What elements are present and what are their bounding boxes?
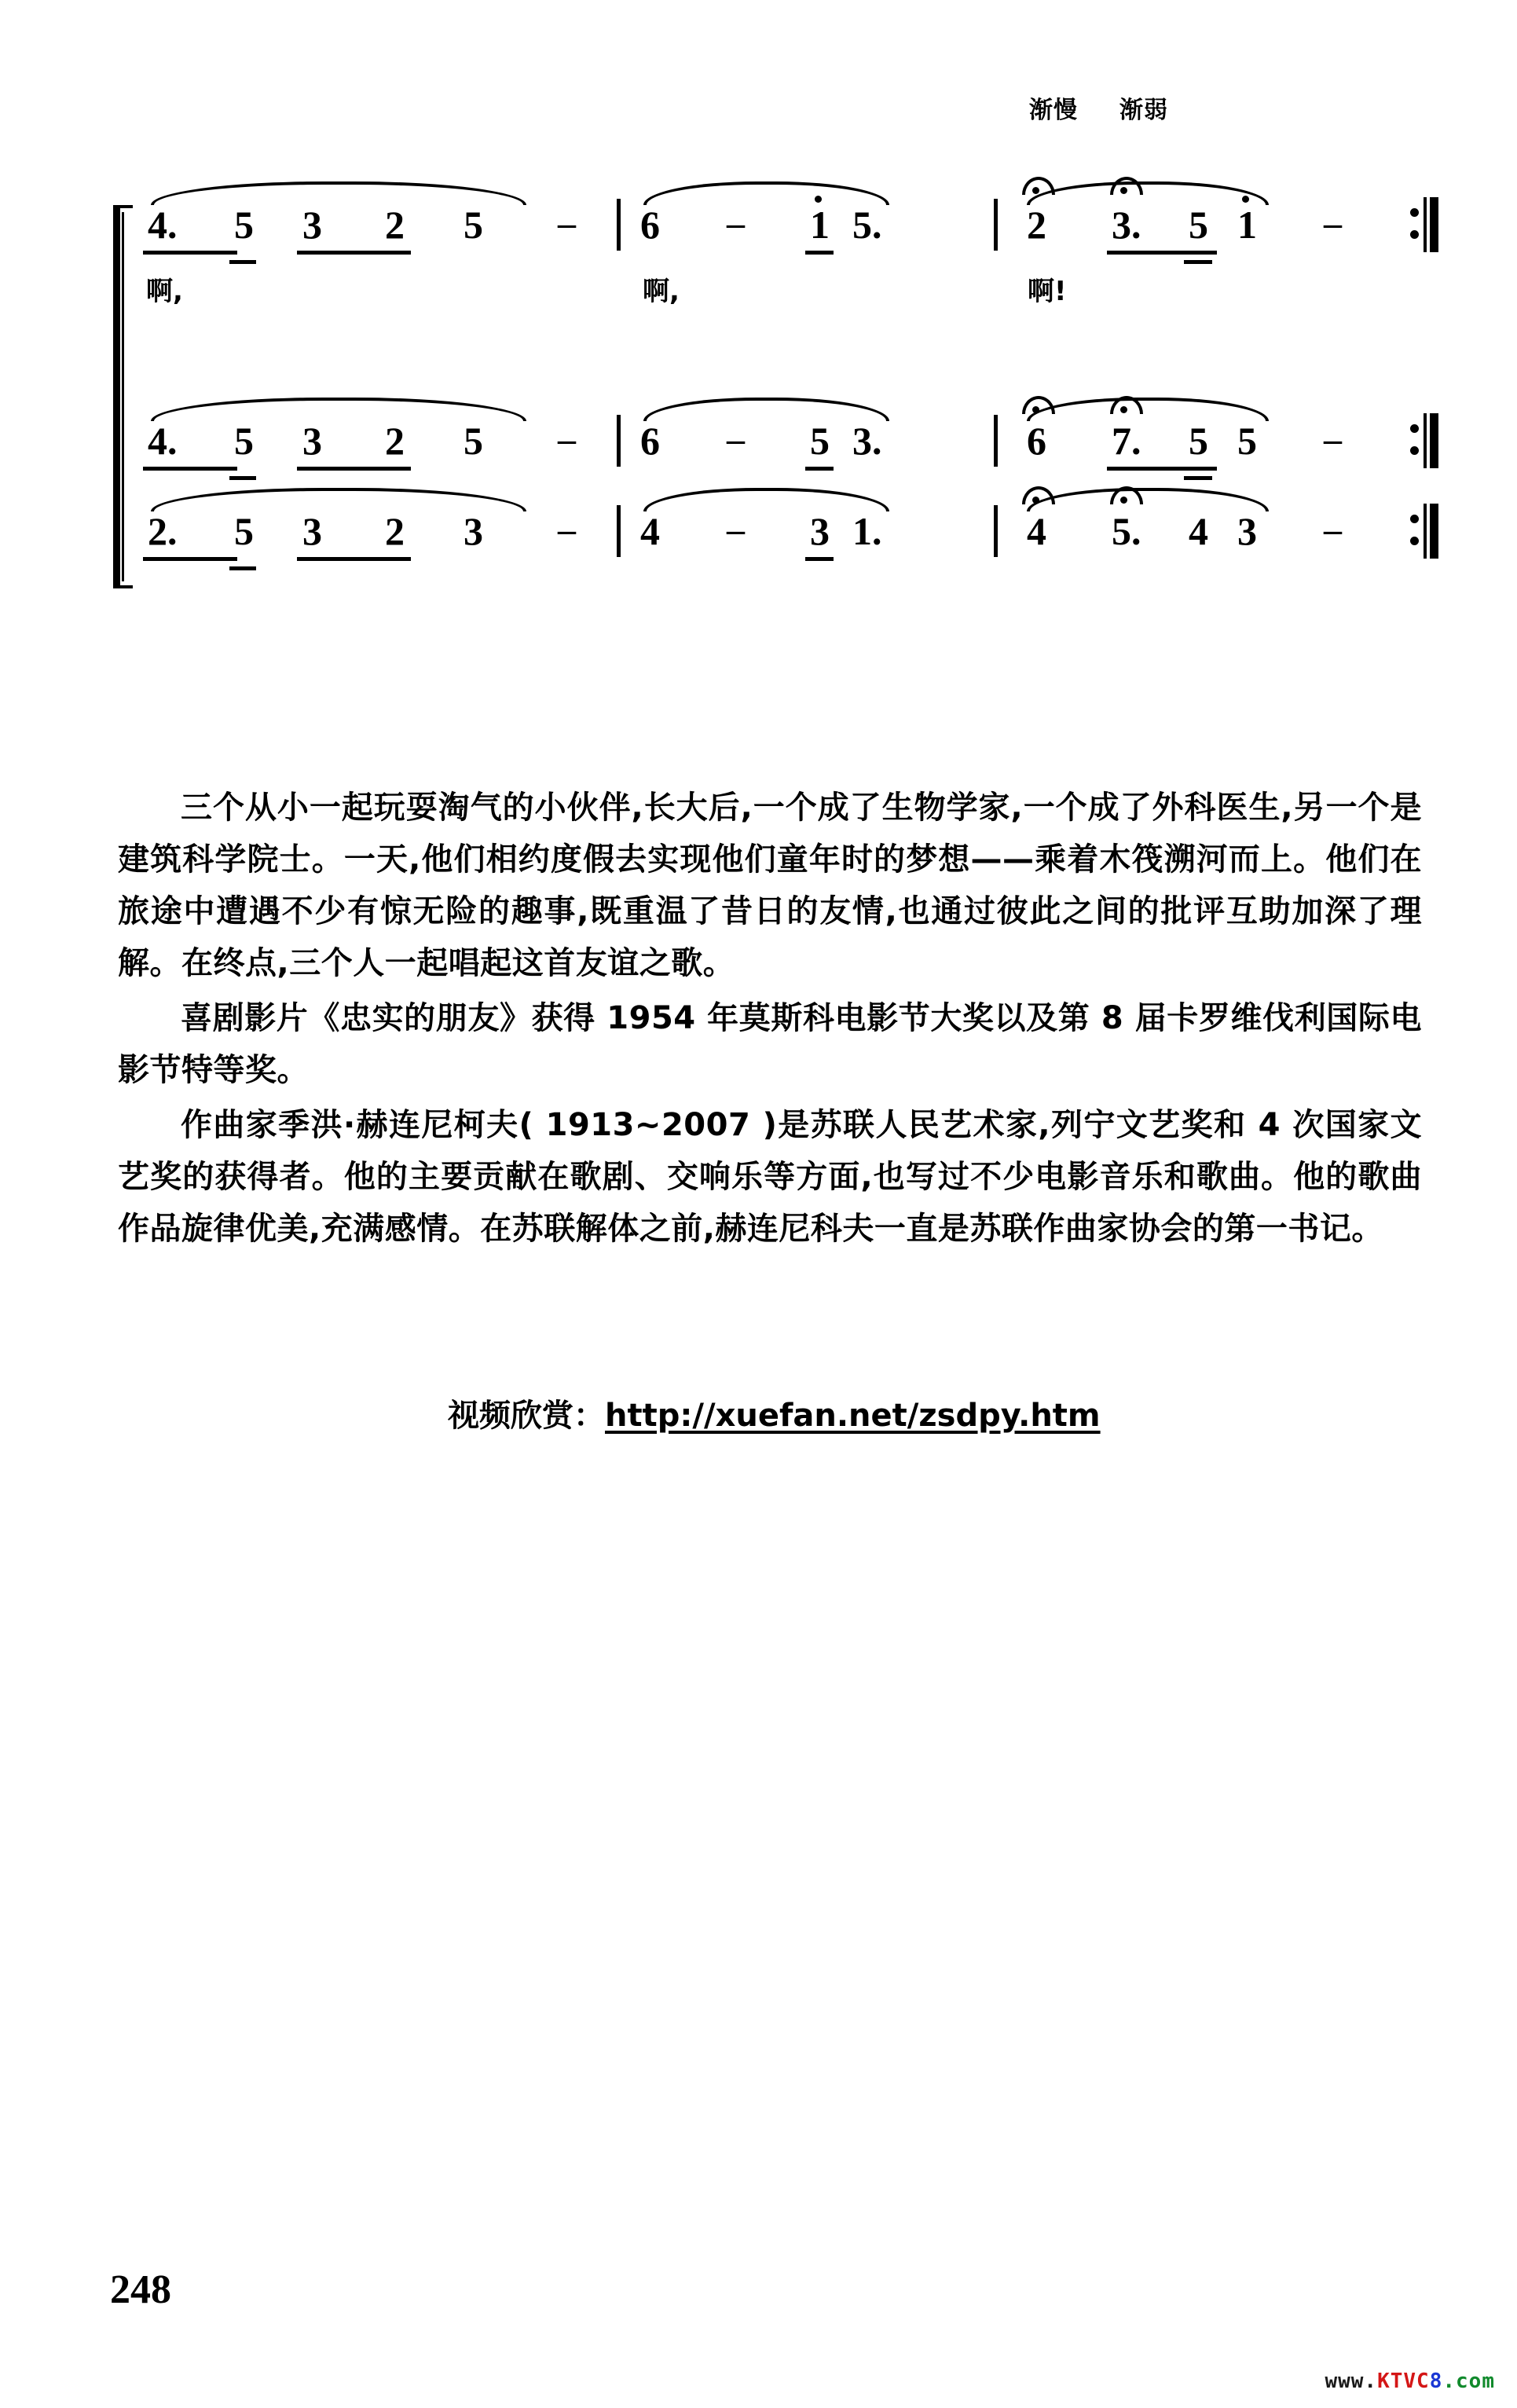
beam xyxy=(143,557,237,561)
beam xyxy=(805,467,834,471)
measure-3-voice-3 xyxy=(994,475,1434,570)
staff-voice-3 xyxy=(134,475,1485,570)
marking-dim: 渐弱 xyxy=(1119,97,1168,124)
brace-thin-line xyxy=(122,212,124,581)
note: 4 xyxy=(640,509,660,553)
barline xyxy=(994,415,998,467)
note: 3 xyxy=(1237,509,1257,553)
beam xyxy=(229,566,256,570)
paragraph-composer: 作曲家季洪·赫连尼柯夫( 1913~2007 )是苏联人民艺术家,列宁文艺奖和 4 次国家文艺奖的获得者。他的主要贡献在歌剧、交响乐等方面,也写过不少电影音乐和歌曲。他的歌曲作品旋律优美,充满感情。在苏联解体之前,赫连尼科夫一直是苏联作曲家协会的第一书记。 xyxy=(118,1107,1422,1247)
watermark-digit: 8 xyxy=(1429,2370,1443,2393)
repeat-end-barline xyxy=(1410,197,1438,252)
note: 3. xyxy=(1112,203,1141,247)
measure-1-voice-3 xyxy=(134,475,576,570)
paragraph-story: 三个从小一起玩耍淘气的小伙伴,长大后,一个成了生物学家,一个成了外科医生,另一个是建筑科学院士。一天,他们相约度假去实现他们童年时的梦想——乘着木筏溯河而上。他们在旅途中遭遇不少有惊无险的趣事,既重温了昔日的友情,也通过彼此之间的批评互助加深了理解。在终点,三个人一起唱起这首友谊之歌。 xyxy=(118,790,1422,981)
beam xyxy=(805,251,834,255)
note: 5 xyxy=(234,419,254,463)
note: 3 xyxy=(302,419,322,463)
note: 4. xyxy=(148,419,178,463)
note: 1. xyxy=(852,509,882,553)
repeat-end-barline xyxy=(1410,504,1438,559)
beam xyxy=(143,251,237,255)
brace-hook-bottom xyxy=(113,577,133,588)
note-dash: – xyxy=(1324,203,1342,243)
note: 3 xyxy=(464,509,483,553)
note-dash: – xyxy=(1324,419,1342,459)
note: 2 xyxy=(385,419,405,463)
measure-2-voice-1 xyxy=(617,169,955,263)
note: 2. xyxy=(148,509,178,553)
watermark-suffix: .com xyxy=(1442,2370,1495,2393)
note: 4 xyxy=(1189,509,1208,553)
barline xyxy=(994,199,998,251)
beam xyxy=(297,251,411,255)
slur xyxy=(643,181,889,205)
paragraph-film-awards: 喜剧影片《忠实的朋友》获得 1954 年莫斯科电影节大奖以及第 8 届卡罗维伐利国际电影节特等奖。 xyxy=(118,1000,1422,1088)
note: 3 xyxy=(810,509,830,553)
note-dash: – xyxy=(1324,509,1342,549)
measure-2-voice-3 xyxy=(617,475,955,570)
repeat-end-barline xyxy=(1410,413,1438,468)
measure-1-voice-1 xyxy=(134,169,576,263)
page-number: 248 xyxy=(110,2267,171,2312)
video-label: 视频欣赏： xyxy=(448,1398,605,1434)
slur xyxy=(151,181,526,205)
note: 6 xyxy=(640,419,660,463)
fermata-icon xyxy=(1110,486,1137,507)
note: 2 xyxy=(385,509,405,553)
beam xyxy=(297,467,411,471)
note: 5 xyxy=(464,203,483,247)
octave-dot-up xyxy=(1242,196,1249,203)
score-system xyxy=(102,97,1485,640)
note: 5 xyxy=(1237,419,1257,463)
note: 6 xyxy=(1027,419,1046,463)
beam xyxy=(1184,260,1212,264)
note: 7. xyxy=(1112,419,1141,463)
staff-voice-2 xyxy=(134,385,1485,479)
slur xyxy=(1027,181,1269,205)
octave-dot-up xyxy=(815,196,822,203)
beam xyxy=(805,557,834,561)
beam xyxy=(1107,467,1217,471)
lyric-syllable: 啊, xyxy=(146,276,183,307)
beam xyxy=(1107,251,1217,255)
note: 5 xyxy=(234,203,254,247)
beam xyxy=(143,467,237,471)
measure-2-voice-2 xyxy=(617,385,955,479)
note: 5 xyxy=(810,419,830,463)
note: 5 xyxy=(234,509,254,553)
note-dash: – xyxy=(558,203,576,243)
slur xyxy=(1027,488,1269,511)
beam xyxy=(297,557,411,561)
slur xyxy=(151,488,526,511)
note-dash: – xyxy=(727,419,745,459)
fermata-icon xyxy=(1110,396,1137,416)
grand-brace xyxy=(108,212,126,581)
fermata-icon xyxy=(1022,177,1049,197)
note: 6 xyxy=(640,203,660,247)
measure-1-voice-2 xyxy=(134,385,576,479)
note: 1 xyxy=(810,203,830,247)
note-dash: – xyxy=(558,419,576,459)
marking-rit: 渐慢 xyxy=(1029,97,1078,124)
note: 1 xyxy=(1237,203,1257,247)
note: 5 xyxy=(1189,419,1208,463)
note: 5 xyxy=(1189,203,1208,247)
fermata-icon xyxy=(1022,396,1049,416)
watermark-brand: KTVC xyxy=(1377,2370,1430,2393)
note: 2 xyxy=(385,203,405,247)
note: 4. xyxy=(148,203,178,247)
slur xyxy=(643,488,889,511)
note: 5. xyxy=(1112,509,1141,553)
barline xyxy=(617,199,621,251)
site-watermark xyxy=(1325,2370,1495,2393)
note: 5. xyxy=(852,203,882,247)
note: 3. xyxy=(852,419,882,463)
measure-3-voice-2 xyxy=(994,385,1434,479)
note: 5 xyxy=(464,419,483,463)
slur xyxy=(151,398,526,421)
lyric-syllable: 啊! xyxy=(1028,276,1067,307)
video-url-link[interactable]: http://xuefan.net/zsdpy.htm xyxy=(605,1398,1101,1434)
measure-3-voice-1 xyxy=(994,169,1434,263)
note: 3 xyxy=(302,509,322,553)
note: 4 xyxy=(1027,509,1046,553)
note-dash: – xyxy=(727,203,745,243)
barline xyxy=(617,415,621,467)
video-link-line xyxy=(448,1391,1101,1435)
slur xyxy=(1027,398,1269,421)
fermata-icon xyxy=(1022,486,1049,507)
watermark-prefix: www. xyxy=(1325,2370,1378,2393)
note: 2 xyxy=(1027,203,1046,247)
fermata-icon xyxy=(1110,177,1137,197)
note: 3 xyxy=(302,203,322,247)
staff-voice-1 xyxy=(134,169,1485,307)
note-dash: – xyxy=(727,509,745,549)
lyric-syllable: 啊, xyxy=(643,276,680,307)
beam xyxy=(229,260,256,264)
barline xyxy=(617,505,621,557)
article-body xyxy=(118,782,1422,1258)
brace-thick-line xyxy=(113,212,120,581)
note-dash: – xyxy=(558,509,576,549)
barline xyxy=(994,505,998,557)
slur xyxy=(643,398,889,421)
